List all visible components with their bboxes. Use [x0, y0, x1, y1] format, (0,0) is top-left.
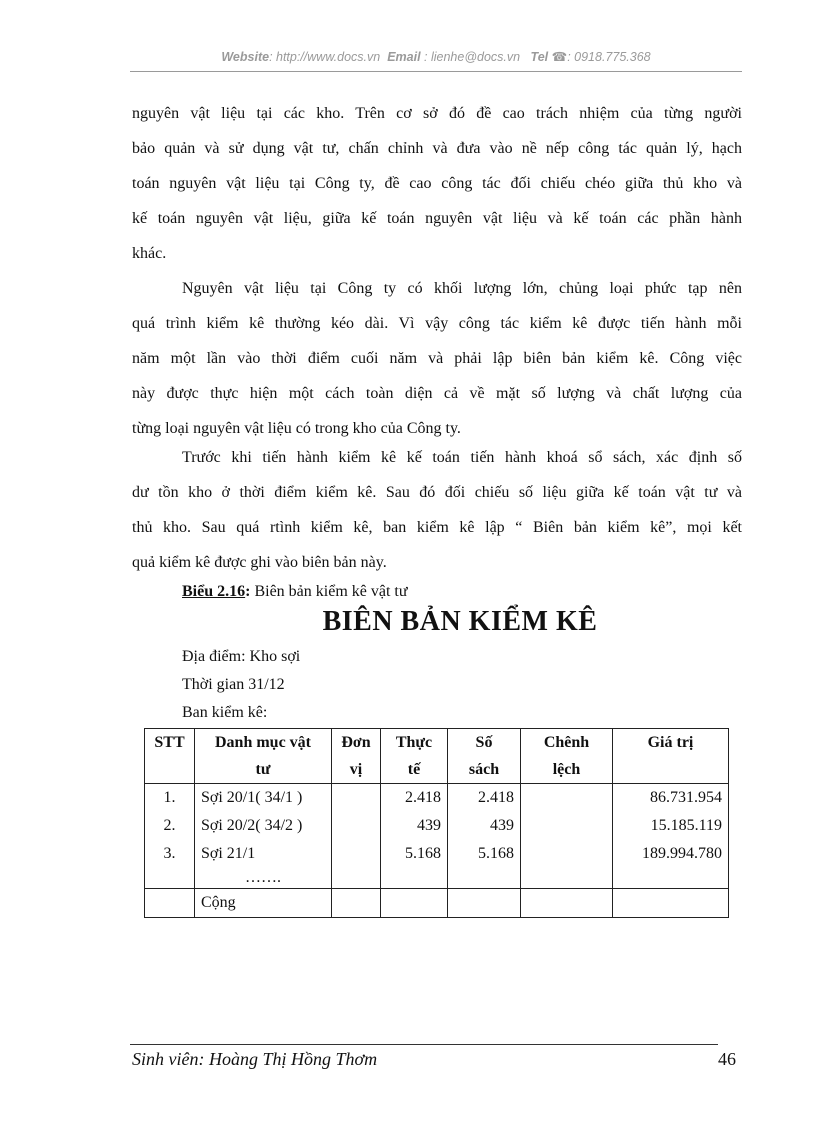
- cell-actual: 2.418: [381, 784, 448, 813]
- paragraph-2: [132, 271, 742, 446]
- cell-stt: [145, 868, 195, 889]
- paragraph-1: [132, 96, 742, 271]
- text-line: bảo quản và sử dụng vật tư, chấn chỉnh và đưa vào nề nếp công tác quản lý, hạch: [132, 140, 742, 157]
- cell-stt: 3.: [145, 840, 195, 868]
- caption-tag: Biểu 2.16: [182, 583, 246, 600]
- cell-diff: [521, 840, 613, 868]
- text-line: năm một lần vào thời điểm cuối năm và phải lập biên bản kiểm kê. Công việc: [132, 350, 742, 367]
- text-line: nguyên vật liệu tại các kho. Trên cơ sở đó đề cao trách nhiệm của từng người: [132, 105, 742, 122]
- cell-unit: [332, 868, 381, 889]
- cell-books: [448, 868, 521, 889]
- cell-diff: [521, 889, 613, 918]
- tel-label: Tel: [530, 50, 549, 64]
- cell-diff: [521, 868, 613, 889]
- text-line: thủ kho. Sau quá rtình kiểm kê, ban kiểm kê lập “ Biên bản kiểm kê”, mọi kết: [132, 519, 742, 536]
- text-line: này được thực hiện một cách toàn diện cả về mặt số lượng và chất lượng của: [132, 385, 742, 402]
- cell-item: Sợi 21/1: [195, 840, 332, 868]
- page-number: 46: [718, 1049, 736, 1069]
- text-line: toán nguyên vật liệu tại Công ty, đề cao công tác đối chiếu chéo giữa thủ kho và: [132, 175, 742, 192]
- cell-books: 439: [448, 812, 521, 840]
- footer-divider: [130, 1044, 718, 1045]
- phone-icon: ☎: [551, 50, 568, 64]
- table-row: [145, 784, 729, 813]
- cell-diff: [521, 812, 613, 840]
- cell-unit: [332, 784, 381, 813]
- cell-value: 189.994.780: [613, 840, 729, 868]
- cell-diff: [521, 784, 613, 813]
- cell-actual: 439: [381, 812, 448, 840]
- cell-value: 15.185.119: [613, 812, 729, 840]
- text-line: dư tồn kho ở thời điểm kiểm kê. Sau đó đối chiếu số liệu giữa kế toán vật tư và: [132, 484, 742, 501]
- text-line: từng loại nguyên vật liệu có trong kho của Công ty.: [132, 420, 461, 437]
- header-item: Danh mục vật tư: [195, 729, 332, 784]
- table-row: [145, 812, 729, 840]
- cell-stt: 2.: [145, 812, 195, 840]
- caption-text: Biên bản kiểm kê vật tư: [250, 583, 408, 600]
- cell-item: Sợi 20/2( 34/2 ): [195, 812, 332, 840]
- text-line: kế toán nguyên vật liệu, giữa kế toán nguyên vật liệu và kế toán các phần hành: [132, 210, 742, 227]
- cell-stt: 1.: [145, 784, 195, 813]
- cell-books: 5.168: [448, 840, 521, 868]
- cell-books: [448, 889, 521, 918]
- inventory-table: [144, 728, 729, 918]
- text-line: Trước khi tiến hành kiểm kê kế toán tiến hành khoá sổ sách, xác định số: [182, 449, 742, 466]
- website-label: Website: [221, 50, 270, 64]
- text-line: quá trình kiểm kê thường kéo dài. Vì vậy công tác kiểm kê được tiến hành mỗi: [132, 315, 742, 332]
- header-books: Số sách: [448, 729, 521, 784]
- total-label: Cộng: [195, 889, 332, 918]
- table-row: [145, 868, 729, 889]
- text-line: Nguyên vật liệu tại Công ty có khối lượng lớn, chủng loại phức tạp nên: [182, 280, 742, 297]
- caption-colon: :: [245, 583, 251, 600]
- header-diff: Chênh lệch: [521, 729, 613, 784]
- table-caption: [182, 583, 408, 601]
- cell-value: 86.731.954: [613, 784, 729, 813]
- cell-unit: [332, 840, 381, 868]
- cell-stt: [145, 889, 195, 918]
- header-actual: Thực tế: [381, 729, 448, 784]
- email-value: : lienhe@docs.vn: [424, 50, 521, 64]
- time-line: Thời gian 31/12: [182, 676, 285, 693]
- cell-actual: 5.168: [381, 840, 448, 868]
- cell-unit: [332, 812, 381, 840]
- cell-books: 2.418: [448, 784, 521, 813]
- cell-value: [613, 889, 729, 918]
- page-header: [130, 49, 742, 64]
- email-label: Email: [387, 50, 421, 64]
- cell-actual: [381, 868, 448, 889]
- tel-value: : 0918.775.368: [567, 50, 651, 64]
- paragraph-3: [132, 440, 742, 580]
- header-unit: Đơn vị: [332, 729, 381, 784]
- header-divider: [130, 71, 742, 72]
- cell-value: [613, 868, 729, 889]
- cell-item: Sợi 20/1( 34/1 ): [195, 784, 332, 813]
- footer-student: Sinh viên: Hoàng Thị Hồng Thơm: [132, 1049, 378, 1069]
- table-row: [145, 840, 729, 868]
- cell-item: …….: [195, 868, 332, 889]
- cell-actual: [381, 889, 448, 918]
- document-title: BIÊN BẢN KIỂM KÊ: [322, 606, 598, 637]
- committee-line: Ban kiểm kê:: [182, 704, 268, 721]
- text-line: quả kiểm kê được ghi vào biên bản này.: [132, 554, 387, 571]
- website-value: : http://www.docs.vn: [269, 50, 381, 64]
- location-line: Địa điểm: Kho sợi: [182, 648, 301, 665]
- header-value: Giá trị: [613, 729, 729, 784]
- table-total-row: [145, 889, 729, 918]
- cell-unit: [332, 889, 381, 918]
- text-line: khác.: [132, 245, 167, 262]
- header-stt: STT: [145, 729, 195, 784]
- table-header-row: [145, 729, 729, 784]
